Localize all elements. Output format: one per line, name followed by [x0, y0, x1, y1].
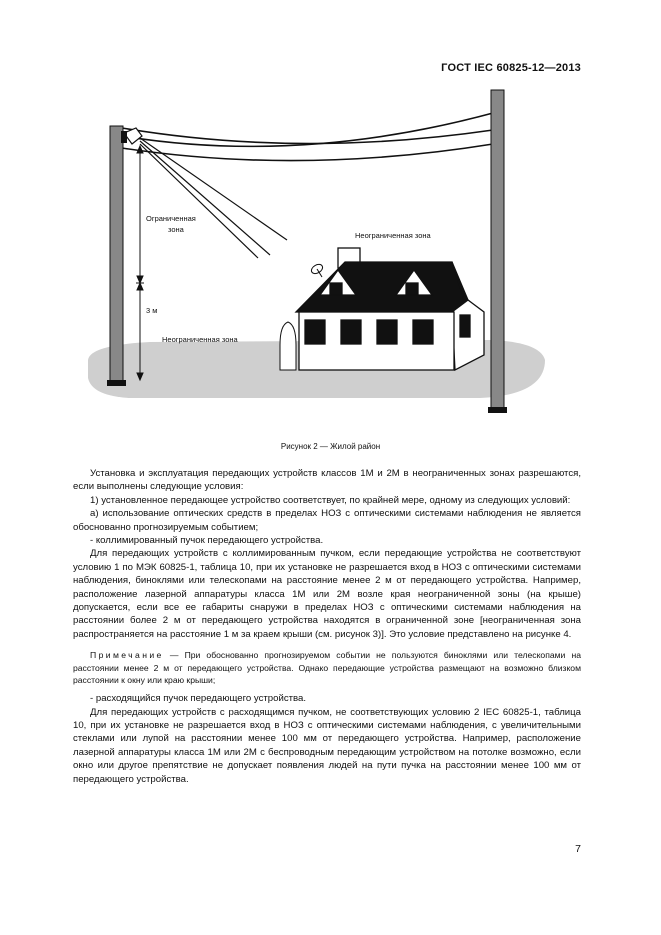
satellite-dish-icon	[310, 263, 324, 277]
label-distance: 3 м	[146, 306, 158, 315]
paragraph: Для передающих устройств с коллимированным пучком, если передающие устройства не соответствуют условию 1 по МЭК 60825-1, таблица 10, при их установке не разрешается вход в НОЗ с оптическими системами наблюдения, биноклями или телескопами на расстояние менее 2 м от передающего устройства. Например, расположение лазерной аппаратуры класса 1М или 2М возле края неограниченной зоны (на крыше) допускается, если все ее габариты снаружи в пределах НОЗ с оптическими системами наблюдения на расстоянии более 2 м от передающего устройства находятся в ограниченной зоне [неограниченная зона распространяется на расстояние 1 м за краем крыши (см. рисунок 3)]. Это условие представлено на рисунке 4.	[73, 548, 581, 640]
label-limited-zone-1: Ограниченная	[146, 214, 196, 223]
shrub	[280, 322, 296, 370]
figure-caption: Рисунок 2 — Жилой район	[280, 442, 381, 451]
body-text	[73, 467, 581, 786]
label-limited-zone-2: зона	[168, 225, 184, 234]
power-wires	[122, 113, 493, 161]
list-item: - расходящийся пучок передающего устройства.	[90, 693, 307, 705]
page-number: 7	[575, 843, 581, 855]
label-unlimited-zone-top: Неограниченная зона	[355, 231, 431, 240]
note-label: Примечание	[90, 650, 164, 661]
paragraph: а) использование оптических средств в пределах НОЗ с оптическими системами наблюдения не является обоснованно прогнозируемым событием;	[73, 508, 581, 533]
right-pole	[488, 90, 507, 413]
left-pole	[107, 126, 126, 386]
note-text: — При обоснованно прогнозируемом событии не пользуются биноклями или телескопами на расстоянии менее 2 м от передающего устройства. Однако передающие устройства размещают на возможно близком расстоянии к окну или краю крыши;	[73, 650, 581, 685]
paragraph: Установка и эксплуатация передающих устройств классов 1М и 2М в неограниченных зонах разрешаются, если выполнены следующие условия:	[73, 468, 581, 493]
laser-beam	[140, 138, 287, 258]
document-header: ГОСТ IEC 60825-12—2013	[441, 62, 581, 74]
note	[73, 649, 581, 686]
residential-area-figure	[0, 0, 661, 440]
list-item: - коллимированный пучок передающего устройства.	[90, 535, 324, 547]
paragraph: Для передающих устройств с расходящимся пучком, не соответствующих условию 2 IEC 60825-1, таблица 10, при их установке не разрешается вход в НОЗ с оптическими системами наблюдения, с увеличительными стеклами или лупой на расстоянии менее 100 мм от передающего устройства. Например, расположение лазерной аппаратуры класса 1М или 2М с беспроводным передающим устройством на потолке возможно, если окно или другое препятствие не допускает появления людей на пути пучка на расстоянии менее 100 мм от передающего устройства.	[73, 706, 581, 785]
label-unlimited-zone-left: Неограниченная зона	[162, 335, 238, 344]
house	[296, 248, 484, 370]
paragraph: 1) установленное передающее устройство соответствует, по крайней мере, одному из следующих условий:	[90, 494, 571, 506]
